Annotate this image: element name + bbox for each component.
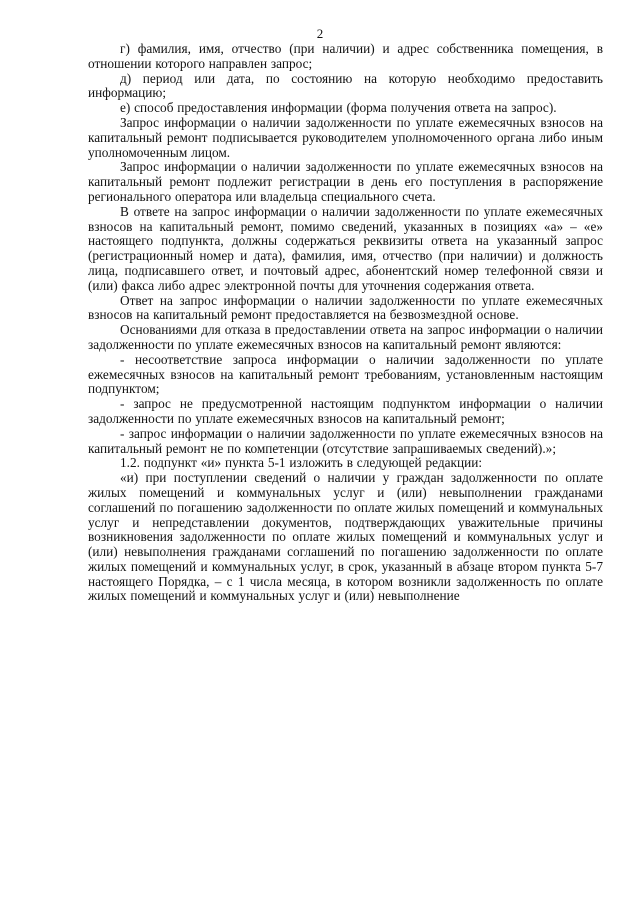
paragraph-response-requisites: В ответе на запрос информации о наличии задолженности по уплате ежемесячных взносов на капитальный ремонт, помимо сведений, указанных в позициях «а» – «е» настоящего подпункта, должны содержаться реквизиты ответа на указанный запрос (регистрационный номер и дата), фамилия, имя, отчество (при наличии) и должность лица, подписавшего ответ, и почтовый адрес, абонентский номер телефонной связи и (или) факса либо адрес электронной почты для уточнения содержания ответа. [88,203,603,293]
list-item-refusal-1: - несоответствие запроса информации о наличии задолженности по уплате ежемесячных взносов на капитальный ремонт требованиям, установленным настоящим подпунктом; [88,351,603,397]
paragraph-item-i: «и) при поступлении сведений о наличии у граждан задолженности по оплате жилых помещений и коммунальных услуг и (или) невыполнении гражданами соглашений по погашению задолженности по оплате жилых помещений и коммунальных услуг и непредставлении документов, подтверждающих уважительные причины возникновения задолженности по оплате жилых помещений и коммунальных услуг и (или) невыполнения гражданами соглашений по погашению задолженности по оплате жилых помещений и коммунальных услуг, в срок, указанный в абзаце втором пункта 5-7 настоящего Порядка, – с 1 числа месяца, в котором возникли задолженность по оплате жилых помещений и коммунальных услуг и (или) невыполнение [88,470,603,604]
paragraph-request-signing: Запрос информации о наличии задолженности по уплате ежемесячных взносов на капитальный ремонт подписывается руководителем уполномоченного органа либо иным уполномоченным лицом. [88,114,603,160]
paragraph-item-g: г) фамилия, имя, отчество (при наличии) и адрес собственника помещения, в отношении которого направлен запрос; [88,41,603,71]
paragraph-item-d: д) период или дата, по состоянию на которую необходимо предоставить информацию; [88,70,603,101]
document-body [88,42,603,604]
paragraph-request-registration: Запрос информации о наличии задолженности по уплате ежемесячных взносов на капитальный ремонт подлежит регистрации в день его поступления в распоряжение регионального оператора или владельца специального счета. [88,159,603,204]
list-item-refusal-2: - запрос не предусмотренной настоящим подпунктом информации о наличии задолженности по уплате ежемесячных взносов на капитальный ремонт; [88,396,603,426]
list-item-refusal-3: - запрос информации о наличии задолженности по уплате ежемесячных взносов на капитальный ремонт не по компетенции (отсутствие запрашиваемых сведений).»; [88,425,603,456]
paragraph-item-e: е) способ предоставления информации (форма получения ответа на запрос). [120,100,557,116]
page-number: 2 [316,26,324,41]
paragraph-amendment-1-2: 1.2. подпункт «и» пункта 5-1 изложить в следующей редакции: [120,455,483,471]
paragraph-free-of-charge: Ответ на запрос информации о наличии задолженности по уплате ежемесячных взносов на капитальный ремонт предоставляется на безвозмездной основе. [88,292,603,323]
paragraph-refusal-grounds: Основаниями для отказа в предоставлении ответа на запрос информации о наличии задолженности по уплате ежемесячных взносов на капитальный ремонт являются: [88,322,603,352]
